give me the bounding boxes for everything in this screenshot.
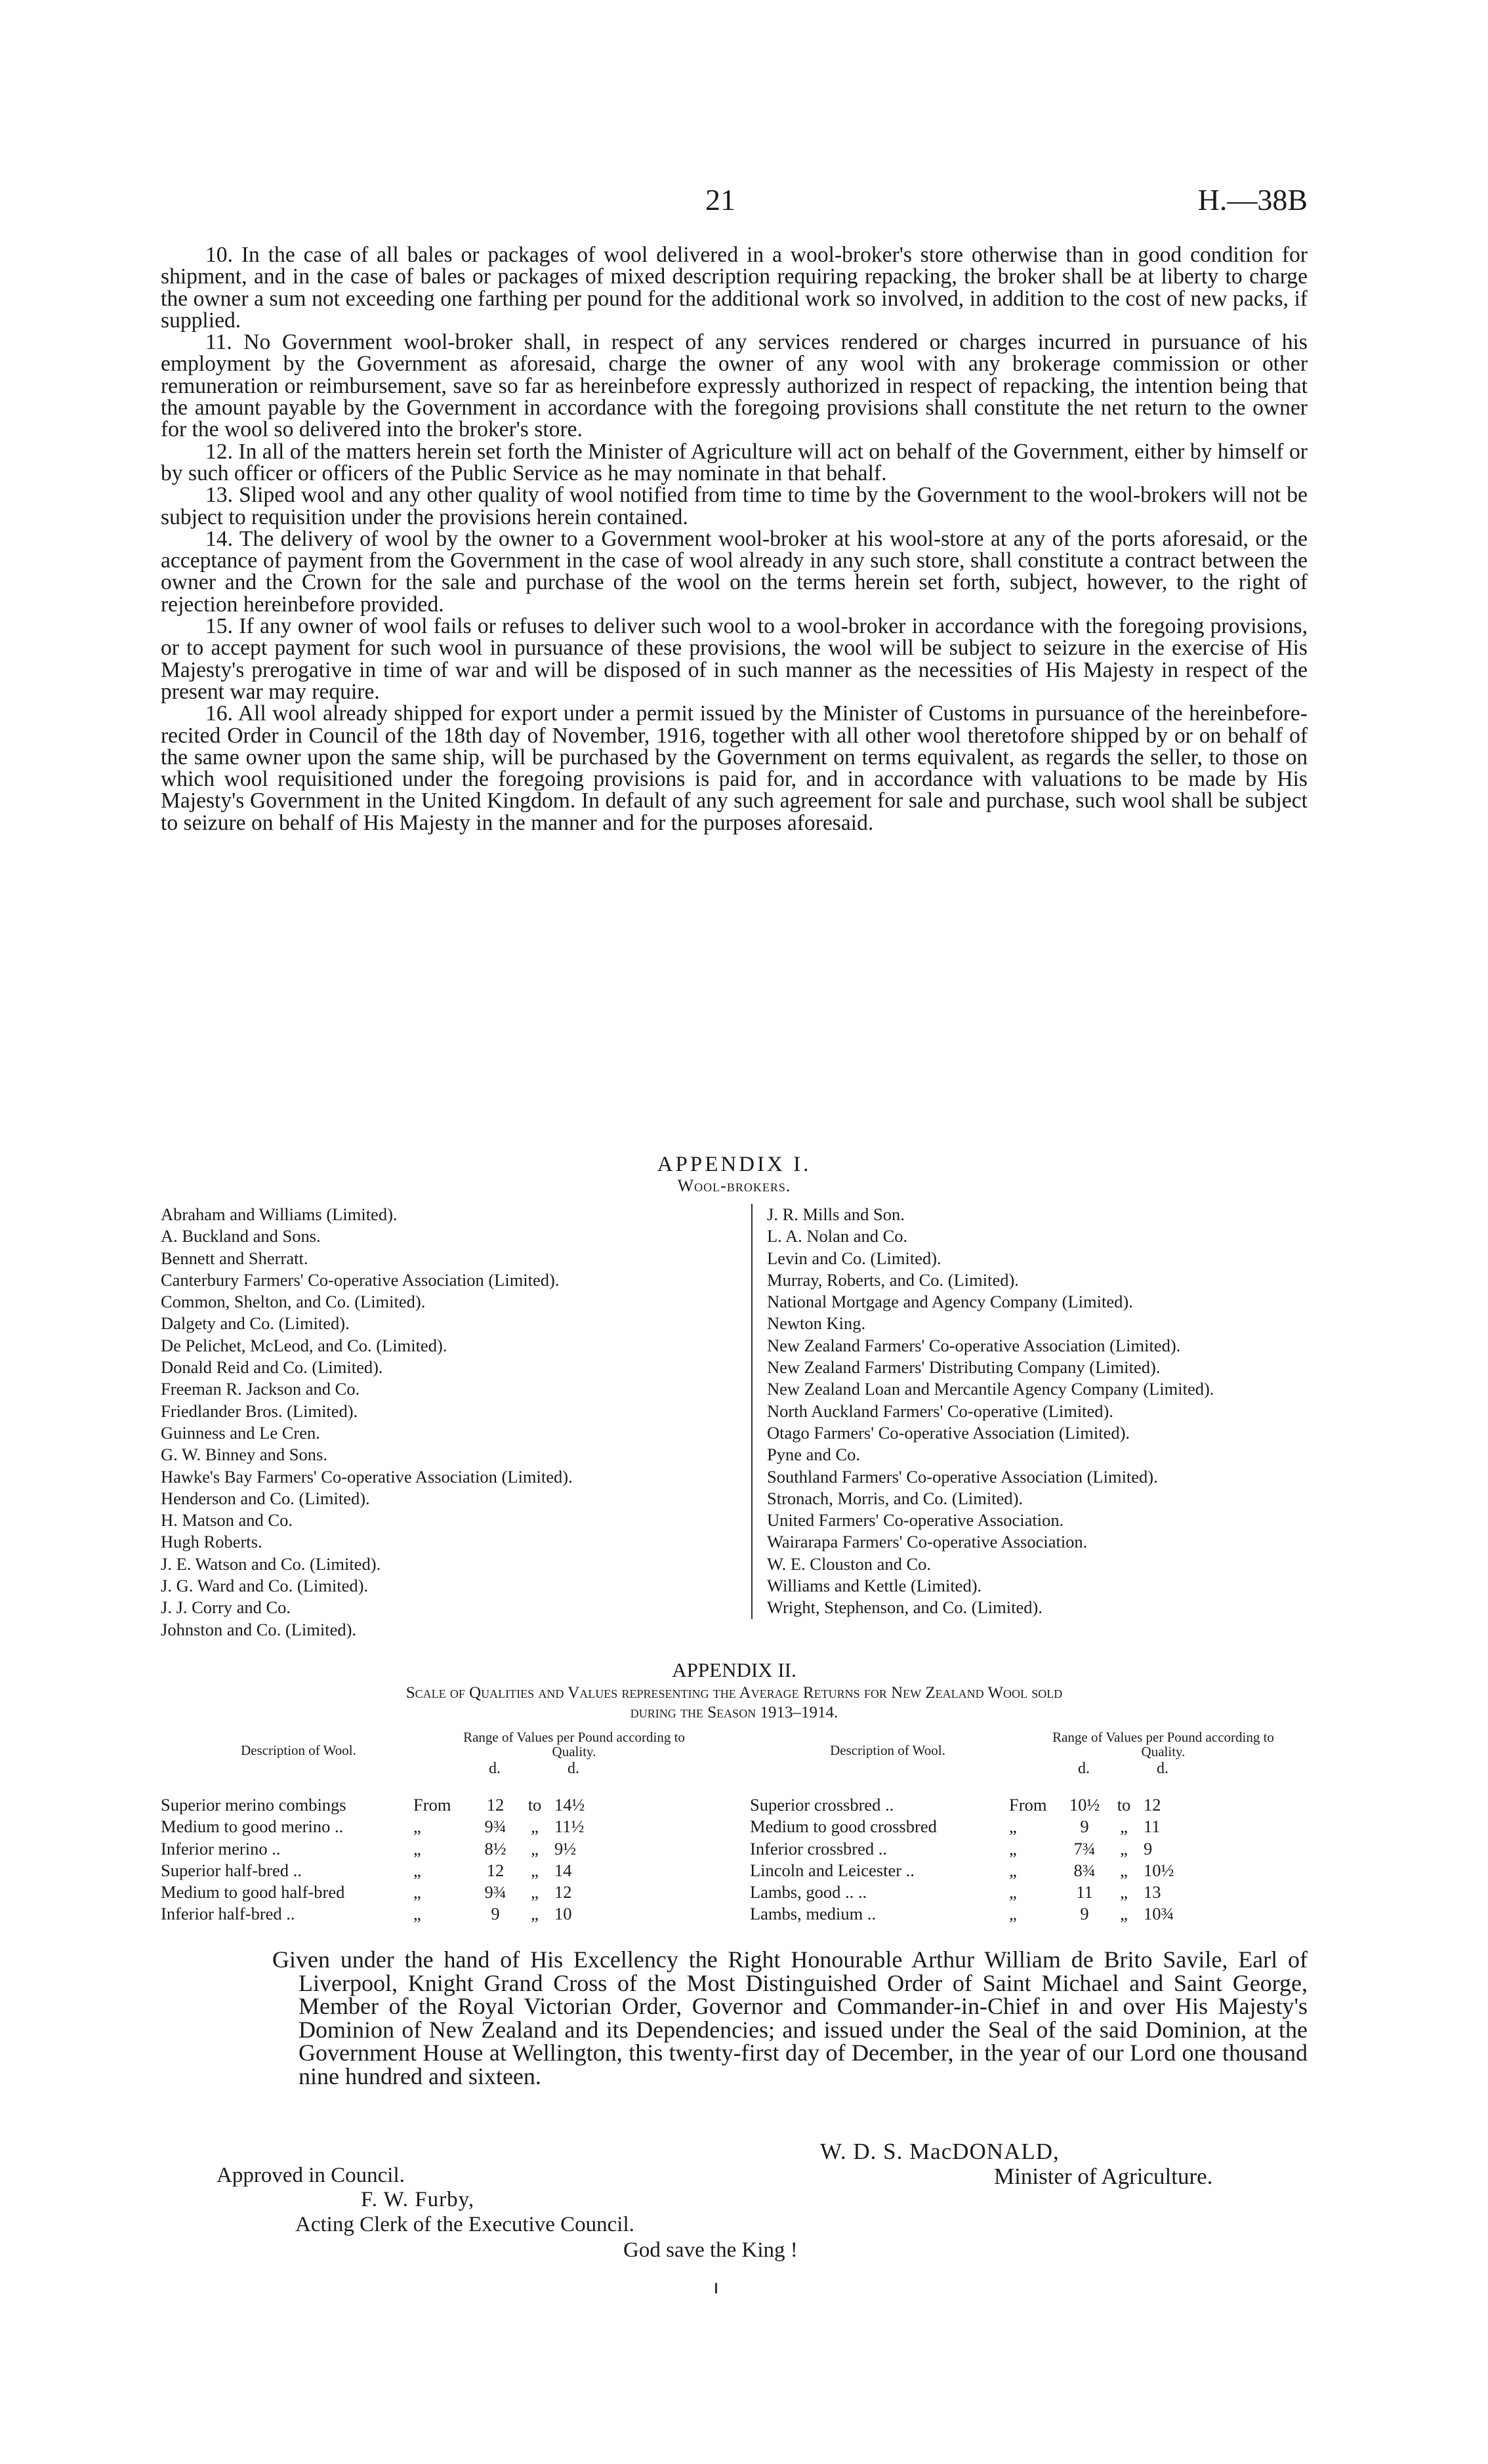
cell-sep: „ [1120,1882,1128,1902]
cell-desc: Superior half-bred .. [161,1860,302,1880]
list-item: L. A. Nolan and Co. [767,1226,908,1246]
cell-high: 9½ [554,1838,577,1858]
list-item: Common, Shelton, and Co. (Limited). [161,1292,426,1312]
paragraph-10: 10. In the case of all bales or packages of wool delivered in a wool-broker's store otherwise than in good condition for shipment, and in the case of bales or packages of mixed description requiring repacking, the broker shall be at liberty to charge the owner a sum not exceeding one farthing per pound for the additional work so involved, in addition to the cost of new packs, if supplied. [161,243,1308,333]
table-row [161,1794,725,1816]
cell-high: 11 [1144,1817,1161,1837]
cell-desc: Inferior merino .. [161,1838,281,1858]
list-item: Dalgety and Co. (Limited). [161,1313,350,1334]
list-item: J. G. Ward and Co. (Limited). [161,1576,369,1596]
table-row [161,1816,725,1838]
list-item: Freeman R. Jackson and Co. [161,1379,360,1399]
cell-desc: Lincoln and Leicester .. [750,1860,915,1880]
list-item: Guinness and Le Cren. [161,1422,320,1443]
list-item: A. Buckland and Sons. [161,1226,321,1246]
table-row [750,1881,1314,1903]
god-save-the-king: God save the King ! [623,2238,798,2262]
list-item: Pyne and Co. [767,1445,861,1465]
unit-label: d. [1078,1760,1090,1777]
list-item: J. R. Mills and Son. [767,1204,905,1224]
cell-lead: From [413,1795,451,1815]
cell-sep: „ [531,1817,539,1837]
unit-label: d. [489,1760,501,1777]
list-item: Hawke's Bay Farmers' Co-operative Association (Limited). [161,1466,573,1487]
unit-label: d. [568,1760,579,1777]
cell-low: 9 [1080,1904,1089,1924]
cell-high: 10½ [1144,1860,1174,1880]
list-item: Otago Farmers' Co-operative Association (Limited). [767,1422,1130,1443]
list-item: Donald Reid and Co. (Limited). [161,1357,383,1378]
column-header-description: Description of Wool. [241,1742,356,1758]
cell-high: 12 [1144,1795,1161,1815]
list-item: New Zealand Loan and Mercantile Agency Company (Limited). [767,1379,1214,1399]
appendix-2-subtitle-line-2: during the Season 1913–1914. [630,1704,838,1721]
list-item: Stronach, Morris, and Co. (Limited). [767,1488,1023,1508]
list-item: H. Matson and Co. [161,1510,293,1530]
cell-lead: „ [1009,1817,1017,1837]
cell-low: 7¾ [1073,1838,1096,1858]
cell-lead: „ [1009,1838,1017,1858]
cell-low: 9 [491,1904,500,1924]
list-item: Wairarapa Farmers' Co-operative Association. [767,1532,1088,1552]
list-item: North Auckland Farmers' Co-operative (Limited). [767,1401,1114,1421]
closing-mark [715,2283,717,2293]
cell-sep: to [527,1795,542,1815]
document-code: H.—38B [1197,183,1308,216]
appendix-2-title: APPENDIX II. [672,1658,796,1681]
cell-sep: „ [1120,1860,1128,1880]
cell-low: 12 [486,1795,505,1815]
table-header [161,1730,725,1794]
list-item: Levin and Co. (Limited). [767,1248,941,1268]
paragraph-16: 16. All wool already shipped for export under a permit issued by the Minister of Customs in pursuance of the hereinbefore-recited Order in Council of the 18th day of November, 1916, together with all other wool theretofore shipped by or on behalf of the same owner upon the same ship, will be purchased by the Government on terms equivalent, as regards the seller, to those on which wool requisitioned under the foregoing provisions is paid for, and in accordance with valuations to be made by His Majesty's Government in the United Kingdom. In default of any such agreement for sale and purchase, such wool shall be subject to seizure on behalf of His Majesty in the manner and for the purposes aforesaid. [161,701,1308,835]
values-table-left [161,1730,725,1925]
clerk-name: F. W. Furby, [361,2188,475,2211]
cell-desc: Superior crossbred .. [750,1795,894,1815]
list-item: Canterbury Farmers' Co-operative Association (Limited). [161,1269,560,1290]
table-row [750,1838,1314,1860]
appendix-1-subtitle: Wool-brokers. [677,1176,791,1195]
cell-sep: „ [1120,1817,1128,1837]
list-item: Murray, Roberts, and Co. (Limited). [767,1269,1019,1290]
unit-label: d. [1157,1760,1168,1777]
table-row [750,1903,1314,1925]
cell-high: 14½ [554,1795,585,1815]
list-item: Johnston and Co. (Limited). [161,1619,357,1639]
cell-low: 10½ [1069,1795,1100,1815]
signatory-name: W. D. S. MacDONALD, [820,2139,1060,2164]
list-item: New Zealand Farmers' Co-operative Association (Limited). [767,1335,1181,1355]
cell-desc: Inferior crossbred .. [750,1838,887,1858]
list-item: Newton King. [767,1313,866,1334]
list-item: Friedlander Bros. (Limited). [161,1401,358,1421]
page-number: 21 [705,183,735,216]
brokers-left-column [161,1204,718,1641]
paragraph-15: 15. If any owner of wool fails or refuses to deliver such wool to a wool-broker in accordance with the foregoing provisions, or to accept payment for such wool in pursuance of these provisions, the wool will be subject to seizure in the exercise of His Majesty's prerogative in time of war and will be disposed of in such manner as the necessities of His Majesty in respect of the present war may require. [161,614,1308,704]
list-item: G. W. Binney and Sons. [161,1445,327,1465]
cell-sep: „ [531,1904,539,1924]
appendix-1-title: APPENDIX I. [657,1153,812,1176]
list-item: United Farmers' Co-operative Association. [767,1510,1064,1530]
list-item: National Mortgage and Agency Company (Limited). [767,1292,1133,1312]
cell-lead: „ [1009,1860,1017,1880]
paragraph-14: 14. The delivery of wool by the owner to a Government wool-broker at his wool-store at any of the ports aforesaid, or the acceptance of payment from the Government in the case of wool already in any such store, shall constitute a contract between the owner and the Crown for the sale and purchase of the wool on the terms herein set forth, subject, however, to the right of rejection hereinbefore provided. [161,526,1308,617]
list-item: W. E. Clouston and Co. [767,1553,932,1574]
cell-desc: Lambs, medium .. [750,1904,877,1924]
cell-lead: „ [1009,1904,1017,1924]
column-header-range: Range of Values per Pound according to Quality. [463,1729,685,1759]
cell-lead: From [1009,1795,1047,1815]
cell-low: 12 [486,1860,505,1880]
table-row [161,1860,725,1881]
column-header-description: Description of Wool. [830,1742,945,1758]
cell-high: 10 [554,1904,572,1924]
cell-sep: „ [531,1838,539,1858]
cell-low: 9¾ [484,1882,506,1902]
cell-high: 13 [1144,1882,1161,1902]
list-item: J. J. Corry and Co. [161,1597,291,1618]
cell-sep: „ [1120,1904,1128,1924]
page-header [161,182,1308,222]
cell-lead: „ [413,1860,421,1880]
approved-in-council: Approved in Council. [217,2164,405,2187]
list-item: New Zealand Farmers' Distributing Company (Limited). [767,1357,1161,1378]
cell-high: 10¾ [1144,1904,1174,1924]
cell-lead: „ [413,1904,421,1924]
cell-high: 11½ [554,1817,585,1837]
list-item: Hugh Roberts. [161,1532,262,1552]
given-under-hand-paragraph: Given under the hand of His Excellency the Right Honourable Arthur William de Brito Savile, Earl of Liverpool, Knight Grand Cross of the Most Distinguished Order of Saint Michael and Saint George, Member of the Royal Victorian Order, Governor and Commander-in-Chief in and over His Majesty's Dominion of New Zealand and its Dependencies; and issued under the Seal of the said Dominion, at the Government House at Wellington, this twenty-first day of December, in the year of our Lord one thousand nine hundred and sixteen. [272,1946,1308,2089]
appendix-2-subtitle [161,1683,1308,1723]
cell-low: 9 [1080,1817,1089,1837]
cell-sep: „ [531,1882,539,1902]
appendix-2-subtitle-line-1: Scale of Qualities and Values representing the Average Returns for New Zealand Wool sold [405,1684,1063,1702]
list-item: Bennett and Sherratt. [161,1248,308,1268]
cell-desc: Lambs, good .. .. [750,1882,867,1902]
list-item: Abraham and Williams (Limited). [161,1204,398,1224]
list-item: Henderson and Co. (Limited). [161,1488,370,1508]
table-row [161,1838,725,1860]
cell-desc: Medium to good merino .. [161,1817,344,1837]
body-paragraphs [161,244,1308,834]
cell-desc: Inferior half-bred .. [161,1904,295,1924]
cell-desc: Superior merino combings [161,1795,346,1815]
cell-sep: „ [531,1860,539,1880]
list-item: De Pelichet, McLeod, and Co. (Limited). [161,1335,447,1355]
table-row [161,1903,725,1925]
cell-low: 9¾ [484,1817,506,1837]
cell-desc: Medium to good half-bred [161,1882,345,1902]
cell-low: 8½ [484,1838,506,1858]
cell-sep: „ [1120,1838,1128,1858]
table-row [750,1794,1314,1816]
cell-high: 12 [554,1882,572,1902]
table-row [750,1816,1314,1838]
list-item: Williams and Kettle (Limited). [767,1576,982,1596]
cell-desc: Medium to good crossbred [750,1817,937,1837]
signatory-title: Minister of Agriculture. [994,2164,1213,2189]
cell-lead: „ [413,1838,421,1858]
table-row [750,1860,1314,1881]
paragraph-13: 13. Sliped wool and any other quality of wool notified from time to time by the Government to the wool-brokers will not be subject to requisition under the provisions herein contained. [161,483,1308,529]
cell-lead: „ [1009,1882,1017,1902]
list-item: Wright, Stephenson, and Co. (Limited). [767,1597,1043,1618]
cell-low: 8¾ [1073,1860,1096,1880]
clerk-title: Acting Clerk of the Executive Council. [295,2213,634,2236]
table-row [161,1881,725,1903]
list-item: Southland Farmers' Co-operative Association (Limited). [767,1466,1158,1487]
table-header [750,1730,1314,1794]
cell-low: 11 [1076,1882,1093,1902]
cell-high: 9 [1144,1838,1153,1858]
column-header-range: Range of Values per Pound according to Quality. [1052,1729,1274,1759]
cell-high: 14 [554,1860,572,1880]
cell-sep: to [1117,1795,1131,1815]
cell-lead: „ [413,1817,421,1837]
cell-lead: „ [413,1882,421,1902]
values-table-right [750,1730,1314,1925]
paragraph-12: 12. In all of the matters herein set forth the Minister of Agriculture will act on behalf of the Government, either by himself or by such officer or officers of the Public Service as he may nominate in that behalf. [161,439,1308,485]
brokers-right-column [751,1204,1323,1619]
list-item: J. E. Watson and Co. (Limited). [161,1553,381,1574]
paragraph-11: 11. No Government wool-broker shall, in respect of any services rendered or charges incurred in pursuance of his employment by the Government as aforesaid, charge the owner of any wool with any brokerage commission or other remuneration or reimbursement, save so far as hereinbefore expressly authorized in respect of repacking, the intention being that the amount payable by the Government in accordance with the foregoing provisions shall constitute the net return to the owner for the wool so delivered into the broker's store. [161,330,1308,442]
